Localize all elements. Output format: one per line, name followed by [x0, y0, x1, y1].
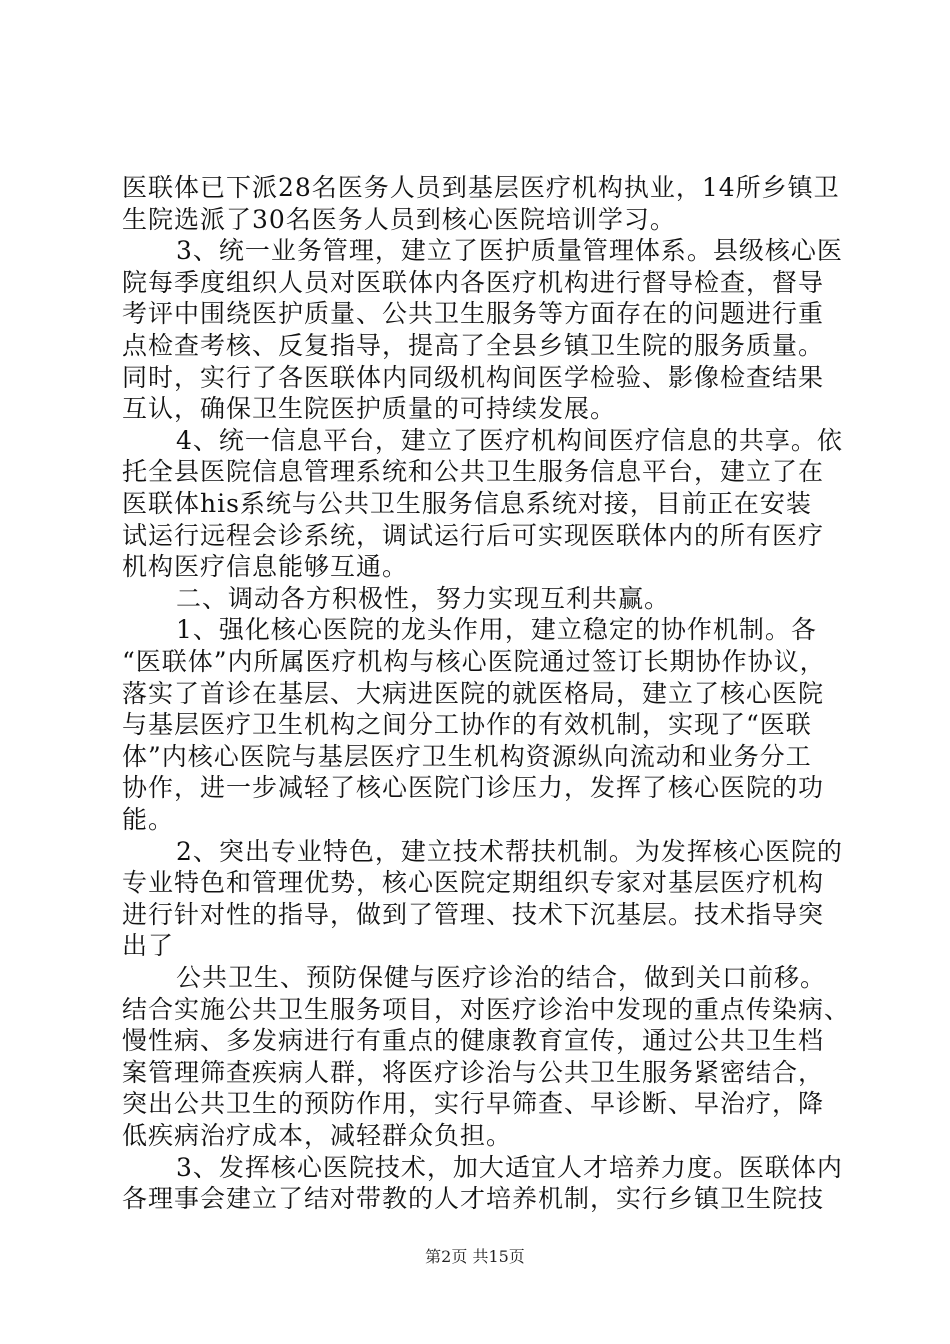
text-line: 托全县医院信息管理系统和公共卫生服务信息平台，建立了在	[122, 457, 825, 486]
text-line: “医联体”内所属医疗机构与核心医院通过签订长期协作协议，	[122, 647, 826, 676]
text-line: 突出公共卫生的预防作用，实行早筛查、早诊断、早治疗，降	[122, 1089, 825, 1118]
text-line: 同时，实行了各医联体内同级机构间医学检验、影像检查结果	[122, 363, 825, 392]
text-line: 试运行远程会诊系统，调试运行后可实现医联体内的所有医疗	[122, 521, 825, 550]
text-line: 3、统一业务管理，建立了医护质量管理体系。县级核心医	[176, 236, 843, 265]
text-line: 互认，确保卫生院医护质量的可持续发展。	[122, 394, 617, 423]
text-line: 点检查考核、反复指导，提高了全县乡镇卫生院的服务质量。	[122, 331, 825, 360]
text-line: 协作，进一步减轻了核心医院门诊压力，发挥了核心医院的功	[122, 773, 825, 802]
text-line: 与基层医疗卫生机构之间分工协作的有效机制，实现了“医联	[122, 710, 812, 739]
text-line: 低疾病治疗成本，减轻群众负担。	[122, 1121, 513, 1150]
text-line: 1、强化核心医院的龙头作用，建立稳定的协作机制。各	[176, 615, 817, 644]
text-line: 各理事会建立了结对带教的人才培养机制，实行乡镇卫生院技	[122, 1184, 825, 1213]
text-line: 专业特色和管理优势，核心医院定期组织专家对基层医疗机构	[122, 868, 825, 897]
text-line: 进行针对性的指导，做到了管理、技术下沉基层。技术指导突	[122, 900, 825, 929]
text-line: 案管理筛查疾病人群，将医疗诊治与公共卫生服务紧密结合，	[122, 1058, 825, 1087]
text-line: 4、统一信息平台，建立了医疗机构间医疗信息的共享。依	[176, 426, 843, 455]
text-line: 医联体his系统与公共卫生服务信息系统对接，目前正在安装	[122, 489, 812, 518]
page-footer: 第2页 共15页	[425, 1247, 525, 1266]
text-line: 落实了首诊在基层、大病进医院的就医格局，建立了核心医院	[122, 679, 825, 708]
text-line: 结合实施公共卫生服务项目，对医疗诊治中发现的重点传染病、	[122, 995, 851, 1024]
text-line: 考评中围绕医护质量、公共卫生服务等方面存在的问题进行重	[122, 299, 825, 328]
text-line: 公共卫生、预防保健与医疗诊治的结合，做到关口前移。	[176, 963, 827, 992]
text-line: 生院选派了30名医务人员到核心医院培训学习。	[122, 205, 676, 234]
text-line: 体”内核心医院与基层医疗卫生机构资源纵向流动和业务分工	[122, 742, 812, 771]
text-line: 慢性病、多发病进行有重点的健康教育宣传，通过公共卫生档	[122, 1026, 825, 1055]
text-line: 院每季度组织人员对医联体内各医疗机构进行督导检查，督导	[122, 268, 825, 297]
section-heading: 二、调动各方积极性，努力实现互利共赢。	[176, 584, 671, 613]
text-line: 出了	[122, 931, 175, 960]
text-line: 2、突出专业特色，建立技术帮扶机制。为发挥核心医院的	[176, 837, 843, 866]
text-line: 3、发挥核心医院技术，加大适宜人才培养力度。医联体内	[176, 1153, 843, 1182]
text-line: 能。	[122, 805, 175, 834]
text-line: 医联体已下派28名医务人员到基层医疗机构执业，14所乡镇卫	[122, 173, 840, 202]
text-line: 机构医疗信息能够互通。	[122, 552, 409, 581]
